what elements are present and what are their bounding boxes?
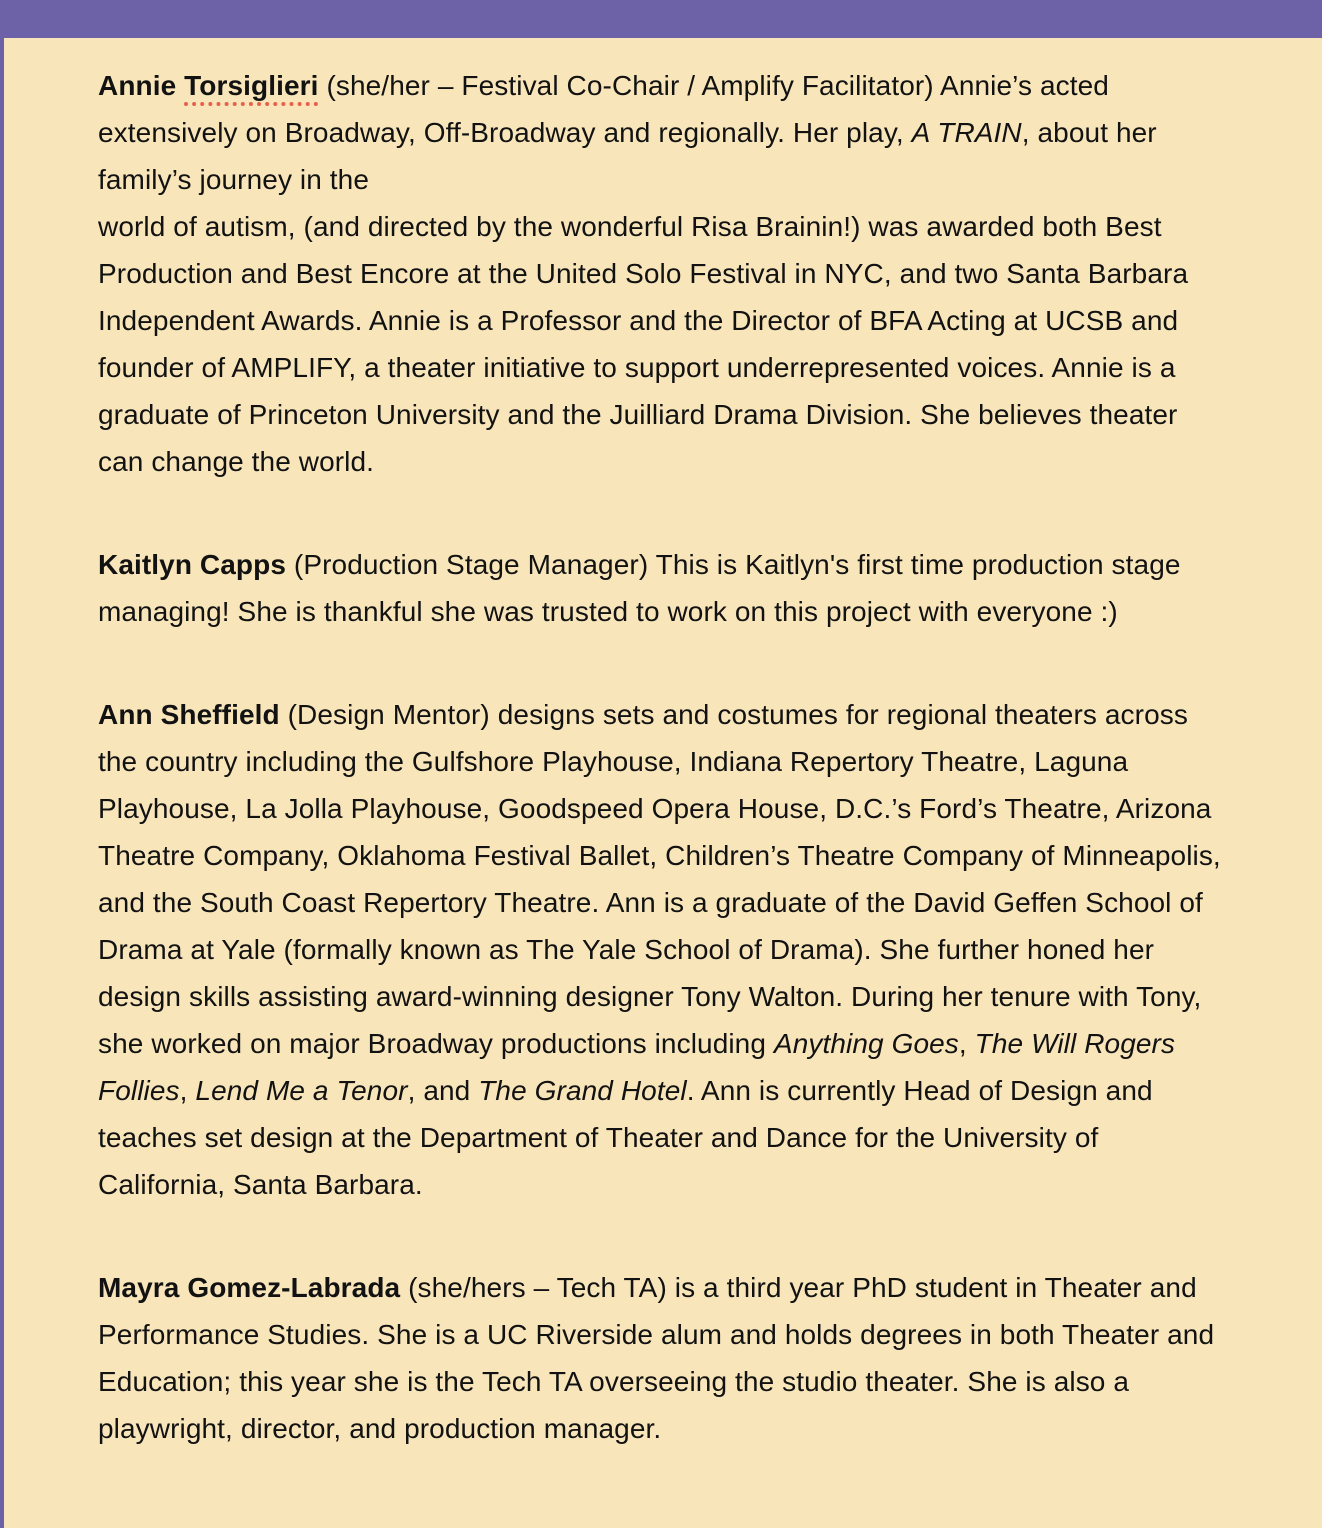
bio-text: (Design Mentor) designs sets and costumes for regional theaters across the country including the Gulfshore Playhouse, Indiana Repertory Theatre, Laguna Playhouse, La Jolla Playhouse, Goodspeed Opera House, D.C.’s Ford’s Theatre, Arizona Theatre Company, Oklahoma Festival Ballet, Children’s Theatre Company of Minneapolis, and the South Coast Repertory Theatre. Ann is a graduate of the David Geffen School of Drama at Yale (formally known as The Yale School of Drama). She further honed her design skills assisting award-winning designer Tony Walton. During her tenure with Tony, she worked on major Broadway productions including xyxy=(98,699,1221,1059)
play-title: The Grand Hotel xyxy=(478,1075,687,1106)
person-name: Mayra Gomez-Labrada xyxy=(98,1272,401,1303)
bio-paragraph xyxy=(98,1264,1230,1452)
bio-text: (Production Stage Manager) This is Kaitlyn's first time production stage managing! She is thankful she was trusted to work on this project with everyone :) xyxy=(98,549,1181,627)
top-accent-bar xyxy=(0,0,1322,38)
bio-text: , and xyxy=(407,1075,479,1106)
play-title: Lend Me a Tenor xyxy=(195,1075,408,1106)
bio-text: , xyxy=(958,1028,975,1059)
person-name: Ann Sheffield xyxy=(98,699,280,730)
play-title: A TRAIN xyxy=(911,117,1022,148)
bio-text: (she/hers – Tech TA) is a third year PhD student in Theater and Performance Studies. She is a UC Riverside alum and holds degrees in both Theater and Education; this year she is the Tech TA overseeing the studio theater. She is also a playwright, director, and production manager. xyxy=(98,1272,1215,1444)
bio-text: world of autism, (and directed by the wonderful Risa Brainin!) was awarded both Best Production and Best Encore at the United Solo Festival in NYC, and two Santa Barbara Independent Awards. Annie is a Professor and the Director of BFA Acting at UCSB and founder of AMPLIFY, a theater initiative to support underrepresented voices. Annie is a graduate of Princeton University and the Juilliard Drama Division. She believes theater can change the world. xyxy=(98,211,1189,477)
bio-text: (she/her – Festival Co-Chair / Amplify Facilitator) Annie’s acted extensively on Broadway, Off-Broadway and regionally. Her play, xyxy=(98,70,1109,148)
play-title: The Will Rogers Follies xyxy=(98,1028,1176,1106)
bio-text: , xyxy=(179,1075,196,1106)
bio-paragraph xyxy=(98,691,1230,1208)
person-name: Kaitlyn Capps xyxy=(98,549,287,580)
bio-paragraph xyxy=(98,541,1230,635)
bio-paragraph xyxy=(98,62,1230,485)
play-title: Anything Goes xyxy=(773,1028,959,1059)
left-accent-strip xyxy=(0,38,4,1528)
bio-text: , about her family’s journey in the xyxy=(98,117,1157,195)
bio-text-block xyxy=(98,62,1230,1508)
person-name-spellchecked: Torsiglieri xyxy=(184,70,319,101)
person-name: Annie xyxy=(98,70,185,101)
bio-text: . Ann is currently Head of Design and teaches set design at the Department of Theater and Dance for the University of California, Santa Barbara. xyxy=(98,1075,1153,1200)
